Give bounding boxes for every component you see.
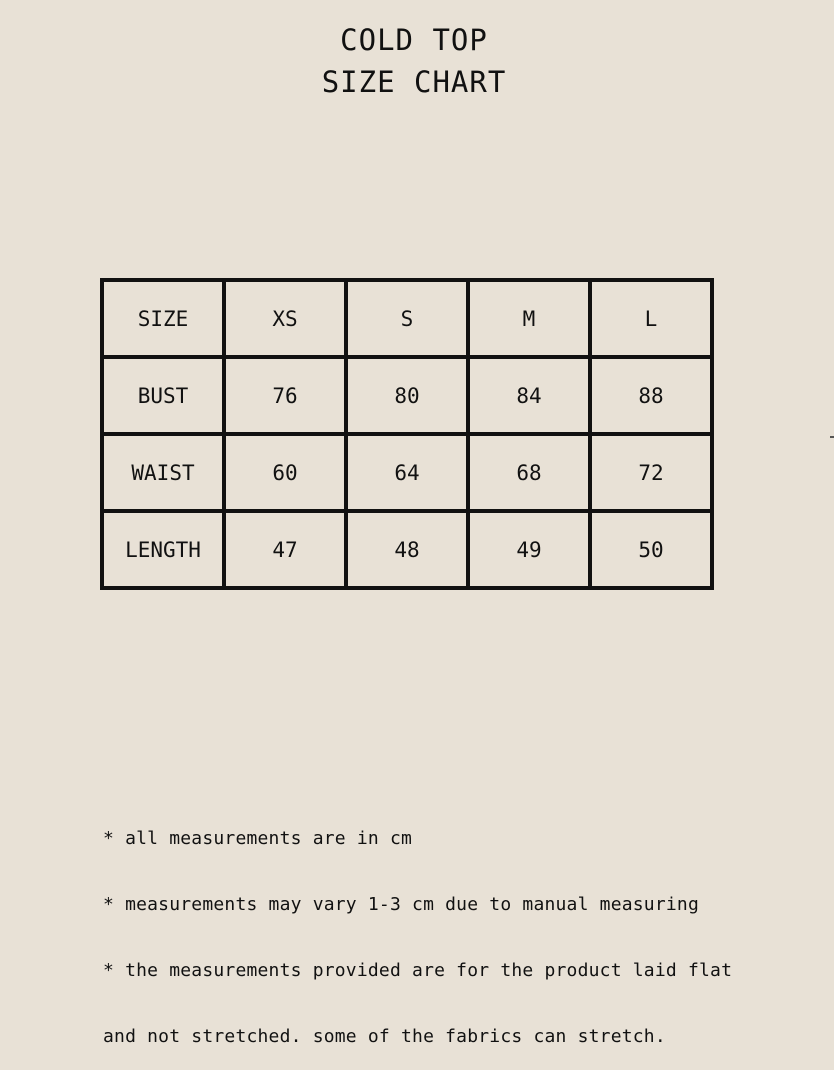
table-cell: 48 [346, 511, 468, 588]
footnote-variance: * measurements may vary 1-3 cm due to manual measuring [103, 894, 699, 915]
title-line-2: SIZE CHART [321, 65, 507, 99]
footnotes [103, 784, 732, 1070]
table-cell: 50 [590, 511, 712, 588]
size-chart-table [100, 278, 714, 590]
table-cell: 84 [468, 357, 590, 434]
table-header-row [102, 280, 712, 357]
row-label-length: LENGTH [102, 511, 224, 588]
table-cell: 47 [224, 511, 346, 588]
footnote-laid-flat: * the measurements provided are for the product laid flat [103, 960, 733, 981]
table-cell: 68 [468, 434, 590, 511]
table-row-waist [102, 434, 712, 511]
table-cell: 72 [590, 434, 712, 511]
table-cell: 64 [346, 434, 468, 511]
header-cell-l: L [590, 280, 712, 357]
table-cell: 49 [468, 511, 590, 588]
header-cell-xs: XS [224, 280, 346, 357]
edge-mark [830, 436, 834, 438]
table-cell: 60 [224, 434, 346, 511]
footnote-stretch: and not stretched. some of the fabrics can stretch. [103, 1026, 666, 1047]
header-cell-m: M [468, 280, 590, 357]
footnote-units: * all measurements are in cm [103, 828, 413, 849]
header-cell-size: SIZE [102, 280, 224, 357]
row-label-waist: WAIST [102, 434, 224, 511]
header-cell-s: S [346, 280, 468, 357]
table-row-length [102, 511, 712, 588]
table-cell: 88 [590, 357, 712, 434]
table-row-bust [102, 357, 712, 434]
table-cell: 76 [224, 357, 346, 434]
row-label-bust: BUST [102, 357, 224, 434]
table-cell: 80 [346, 357, 468, 434]
title-line-1: COLD TOP [340, 23, 488, 57]
